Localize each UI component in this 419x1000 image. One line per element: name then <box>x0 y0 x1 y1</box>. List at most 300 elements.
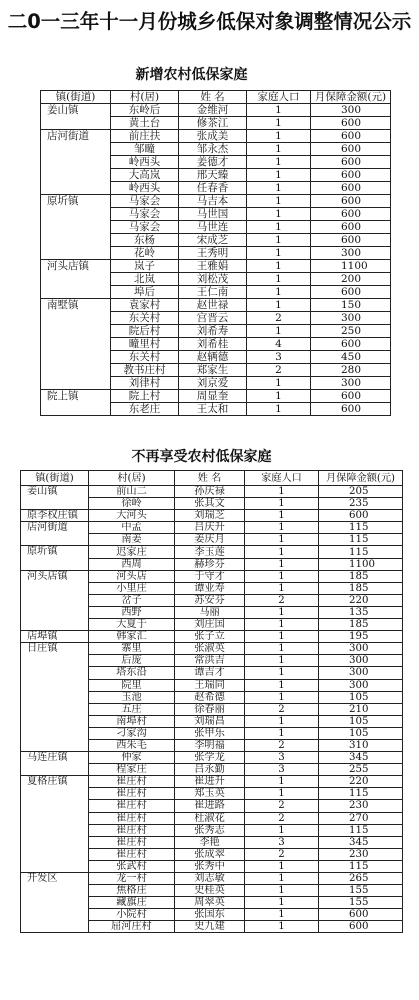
name-cell: 周翠英 <box>175 897 245 909</box>
town-cell <box>41 117 111 130</box>
village-cell: 东杨 <box>111 234 179 247</box>
town-cell <box>21 691 89 703</box>
members-cell: 1 <box>245 558 319 570</box>
town-cell <box>41 143 111 156</box>
table-row <box>21 619 403 631</box>
table-row <box>41 325 391 338</box>
village-cell: 龙一村 <box>89 873 175 885</box>
village-cell: 藏旗庄 <box>89 897 175 909</box>
amount-cell: 115 <box>319 546 403 558</box>
members-cell: 1 <box>245 522 319 534</box>
members-cell: 1 <box>247 377 311 390</box>
members-cell: 2 <box>245 812 319 824</box>
amount-cell: 115 <box>319 522 403 534</box>
village-cell: 中孟 <box>89 522 175 534</box>
table-row <box>41 273 391 286</box>
name-cell: 马吉本 <box>179 195 247 208</box>
name-cell: 谭业寿 <box>175 582 245 594</box>
members-cell: 1 <box>245 897 319 909</box>
town-cell <box>41 208 111 221</box>
amount-cell: 345 <box>319 752 403 764</box>
table-row <box>21 752 403 764</box>
name-cell: 马丽 <box>175 606 245 618</box>
village-cell: 岭西头 <box>111 156 179 169</box>
village-cell: 程家庄 <box>89 764 175 776</box>
town-cell: 河头店镇 <box>41 260 111 273</box>
members-cell: 1 <box>245 546 319 558</box>
members-cell: 1 <box>247 260 311 273</box>
village-cell: 黄土台 <box>111 117 179 130</box>
table-row <box>21 727 403 739</box>
members-cell: 1 <box>247 403 311 416</box>
name-cell: 宫晋云 <box>179 312 247 325</box>
members-cell: 2 <box>245 800 319 812</box>
name-cell: 吕永勤 <box>175 764 245 776</box>
name-cell: 刘京爱 <box>179 377 247 390</box>
town-cell: 店河街道 <box>21 522 89 534</box>
table-row <box>21 739 403 751</box>
village-cell: 岔子 <box>89 594 175 606</box>
amount-cell: 600 <box>311 130 391 143</box>
name-cell: 张国东 <box>175 909 245 921</box>
table-row <box>41 221 391 234</box>
amount-cell: 105 <box>319 691 403 703</box>
name-cell: 王雅娟 <box>179 260 247 273</box>
name-cell: 张甲乐 <box>175 727 245 739</box>
town-cell <box>21 897 89 909</box>
town-cell <box>41 325 111 338</box>
table-row <box>21 824 403 836</box>
table-row <box>21 606 403 618</box>
amount-cell: 235 <box>319 498 403 510</box>
amount-cell: 600 <box>311 221 391 234</box>
village-cell: 西周 <box>89 558 175 570</box>
new-households-title: 新增农村低保家庭 <box>135 67 248 83</box>
name-cell: 郑玉英 <box>175 788 245 800</box>
town-cell <box>21 824 89 836</box>
name-cell: 李玉莲 <box>175 546 245 558</box>
village-cell: 崔庄村 <box>89 812 175 824</box>
header-name: 姓 名 <box>175 471 245 486</box>
table-row <box>21 921 403 933</box>
village-cell: 崔庄村 <box>89 788 175 800</box>
town-cell: 原圻镇 <box>21 546 89 558</box>
amount-cell: 220 <box>319 776 403 788</box>
table-row <box>21 546 403 558</box>
town-cell: 院上镇 <box>41 390 111 403</box>
name-cell: 崔进升 <box>175 776 245 788</box>
members-cell: 1 <box>245 667 319 679</box>
name-cell: 任春香 <box>179 182 247 195</box>
members-cell: 1 <box>245 691 319 703</box>
members-cell: 1 <box>245 510 319 522</box>
town-cell <box>21 715 89 727</box>
town-cell: 河头店镇 <box>21 570 89 582</box>
name-cell: 赵辆德 <box>179 351 247 364</box>
amount-cell: 300 <box>319 667 403 679</box>
village-cell: 张武村 <box>89 860 175 872</box>
village-cell: 河头店 <box>89 570 175 582</box>
name-cell: 崔进路 <box>175 800 245 812</box>
members-cell: 3 <box>245 764 319 776</box>
table-row <box>41 286 391 299</box>
table-row <box>41 312 391 325</box>
town-cell <box>21 558 89 570</box>
name-cell: 于守才 <box>175 570 245 582</box>
members-cell: 2 <box>245 739 319 751</box>
amount-cell: 345 <box>319 836 403 848</box>
members-cell: 1 <box>247 195 311 208</box>
village-cell: 崔庄村 <box>89 824 175 836</box>
amount-cell: 1100 <box>319 558 403 570</box>
members-cell: 1 <box>245 631 319 643</box>
members-cell: 1 <box>247 390 311 403</box>
town-cell: 马连庄镇 <box>21 752 89 764</box>
name-cell: 孙庆禄 <box>175 486 245 498</box>
amount-cell: 270 <box>319 812 403 824</box>
amount-cell: 600 <box>311 403 391 416</box>
village-cell: 北岚 <box>111 273 179 286</box>
members-cell: 1 <box>247 143 311 156</box>
amount-cell: 185 <box>319 582 403 594</box>
town-cell <box>21 655 89 667</box>
town-cell <box>21 606 89 618</box>
table-row <box>41 130 391 143</box>
village-cell: 埠后 <box>111 286 179 299</box>
table-row <box>41 169 391 182</box>
town-cell: 店河街道 <box>41 130 111 143</box>
table-row <box>21 836 403 848</box>
village-cell: 东关村 <box>111 312 179 325</box>
amount-cell: 1100 <box>311 260 391 273</box>
amount-cell: 205 <box>319 486 403 498</box>
table-row <box>21 498 403 510</box>
members-cell: 1 <box>245 885 319 897</box>
village-cell: 教书庄村 <box>111 364 179 377</box>
name-cell: 赵希德 <box>175 691 245 703</box>
town-cell <box>21 594 89 606</box>
village-cell: 院里 <box>89 679 175 691</box>
town-cell <box>41 364 111 377</box>
amount-cell: 600 <box>311 208 391 221</box>
header-amount: 月保障金额(元) <box>311 91 391 104</box>
town-cell: 姜山镇 <box>21 486 89 498</box>
name-cell: 史桂英 <box>175 885 245 897</box>
amount-cell: 115 <box>319 860 403 872</box>
header-members: 家庭人口 <box>245 471 319 486</box>
members-cell: 1 <box>247 325 311 338</box>
name-cell: 刘庄国 <box>175 619 245 631</box>
village-cell: 西野 <box>89 606 175 618</box>
header-name: 姓 名 <box>179 91 247 104</box>
members-cell: 1 <box>245 776 319 788</box>
table-row <box>21 522 403 534</box>
table-row <box>41 364 391 377</box>
table-row <box>21 558 403 570</box>
table-row <box>41 390 391 403</box>
name-cell: 赵世禄 <box>179 299 247 312</box>
village-cell: 院上村 <box>111 390 179 403</box>
town-cell <box>21 836 89 848</box>
table-header-row <box>41 91 391 104</box>
members-cell: 2 <box>245 848 319 860</box>
amount-cell: 230 <box>319 800 403 812</box>
village-cell: 玉池 <box>89 691 175 703</box>
town-cell <box>21 812 89 824</box>
table-row <box>21 667 403 679</box>
town-cell <box>21 800 89 812</box>
village-cell: 寨里 <box>89 643 175 655</box>
name-cell: 张成美 <box>179 130 247 143</box>
amount-cell: 185 <box>319 570 403 582</box>
members-cell: 1 <box>245 715 319 727</box>
town-cell <box>21 727 89 739</box>
table-row <box>21 582 403 594</box>
members-cell: 1 <box>245 498 319 510</box>
amount-cell: 195 <box>319 631 403 643</box>
village-cell: 大高岚 <box>111 169 179 182</box>
town-cell <box>21 739 89 751</box>
amount-cell: 600 <box>311 143 391 156</box>
town-cell <box>41 247 111 260</box>
name-cell: 谭吉才 <box>175 667 245 679</box>
amount-cell: 600 <box>319 510 403 522</box>
village-cell: 五庄 <box>89 703 175 715</box>
village-cell: 院后村 <box>111 325 179 338</box>
members-cell: 2 <box>247 364 311 377</box>
new-households-table <box>40 90 391 416</box>
village-cell: 东关村 <box>111 351 179 364</box>
town-cell <box>21 619 89 631</box>
members-cell: 1 <box>245 582 319 594</box>
village-cell: 前山二 <box>89 486 175 498</box>
amount-cell: 600 <box>311 169 391 182</box>
village-cell: 南姜 <box>89 534 175 546</box>
table-row <box>21 679 403 691</box>
town-cell <box>41 273 111 286</box>
members-cell: 1 <box>247 182 311 195</box>
village-cell: 屈河庄村 <box>89 921 175 933</box>
header-village: 村(居) <box>111 91 179 104</box>
members-cell: 1 <box>245 643 319 655</box>
table-row <box>21 691 403 703</box>
members-cell: 1 <box>247 208 311 221</box>
table-row <box>21 643 403 655</box>
town-cell <box>21 667 89 679</box>
members-cell: 2 <box>247 312 311 325</box>
table-row <box>21 510 403 522</box>
name-cell: 宋成芝 <box>179 234 247 247</box>
name-cell: 吕庆升 <box>175 522 245 534</box>
village-cell: 东老庄 <box>111 403 179 416</box>
members-cell: 1 <box>245 486 319 498</box>
amount-cell: 210 <box>319 703 403 715</box>
table-row <box>41 143 391 156</box>
name-cell: 邹永杰 <box>179 143 247 156</box>
town-cell <box>41 169 111 182</box>
town-cell <box>41 286 111 299</box>
table-row <box>41 195 391 208</box>
table-row <box>21 631 403 643</box>
name-cell: 王瑞同 <box>175 679 245 691</box>
table-row <box>21 764 403 776</box>
members-cell: 3 <box>245 836 319 848</box>
village-cell: 疃里村 <box>111 338 179 351</box>
amount-cell: 600 <box>311 117 391 130</box>
village-cell: 西朱毛 <box>89 739 175 751</box>
town-cell <box>41 312 111 325</box>
town-cell <box>41 377 111 390</box>
amount-cell: 300 <box>319 643 403 655</box>
village-cell: 仲家 <box>89 752 175 764</box>
village-cell: 小院村 <box>89 909 175 921</box>
town-cell <box>21 498 89 510</box>
name-cell: 李明福 <box>175 739 245 751</box>
members-cell: 1 <box>245 655 319 667</box>
village-cell: 徐岭 <box>89 498 175 510</box>
town-cell: 夏格庄镇 <box>21 776 89 788</box>
amount-cell: 600 <box>319 921 403 933</box>
amount-cell: 255 <box>319 764 403 776</box>
town-cell: 原李权庄镇 <box>21 510 89 522</box>
members-cell: 1 <box>245 679 319 691</box>
town-cell: 开发区 <box>21 873 89 885</box>
town-cell <box>41 351 111 364</box>
town-cell <box>21 921 89 933</box>
amount-cell: 200 <box>311 273 391 286</box>
name-cell: 张学龙 <box>175 752 245 764</box>
members-cell: 1 <box>245 921 319 933</box>
name-cell: 苏安芬 <box>175 594 245 606</box>
village-cell: 刁家沟 <box>89 727 175 739</box>
town-cell <box>21 703 89 715</box>
name-cell: 王太和 <box>179 403 247 416</box>
members-cell: 1 <box>247 299 311 312</box>
removed-households-title: 不再享受农村低保家庭 <box>131 449 272 465</box>
table-row <box>41 247 391 260</box>
name-cell: 刘志敏 <box>175 873 245 885</box>
name-cell: 郑家生 <box>179 364 247 377</box>
name-cell: 张淑英 <box>175 643 245 655</box>
amount-cell: 185 <box>319 619 403 631</box>
amount-cell: 105 <box>319 715 403 727</box>
table-row <box>21 776 403 788</box>
name-cell: 张秀志 <box>175 824 245 836</box>
name-cell: 金维河 <box>179 104 247 117</box>
amount-cell: 600 <box>311 182 391 195</box>
name-cell: 刘瑞芝 <box>175 510 245 522</box>
name-cell: 马世国 <box>179 208 247 221</box>
table-row <box>21 897 403 909</box>
amount-cell: 600 <box>311 390 391 403</box>
table-row <box>21 570 403 582</box>
town-cell: 日庄镇 <box>21 643 89 655</box>
village-cell: 韩家汇 <box>89 631 175 643</box>
amount-cell: 600 <box>311 234 391 247</box>
amount-cell: 300 <box>319 655 403 667</box>
members-cell: 1 <box>247 221 311 234</box>
table-row <box>41 403 391 416</box>
table-row <box>21 800 403 812</box>
header-amount: 月保障金额(元) <box>319 471 403 486</box>
table-row <box>41 299 391 312</box>
members-cell: 1 <box>247 130 311 143</box>
name-cell: 王秀明 <box>179 247 247 260</box>
table-row <box>21 909 403 921</box>
name-cell: 赫珍芬 <box>175 558 245 570</box>
amount-cell: 150 <box>311 299 391 312</box>
town-cell <box>21 582 89 594</box>
name-cell: 张子立 <box>175 631 245 643</box>
members-cell: 1 <box>247 104 311 117</box>
amount-cell: 115 <box>319 534 403 546</box>
village-cell: 后庞 <box>89 655 175 667</box>
name-cell: 张秀中 <box>175 860 245 872</box>
town-cell <box>41 182 111 195</box>
members-cell: 1 <box>245 570 319 582</box>
name-cell: 张成翠 <box>175 848 245 860</box>
village-cell: 崔庄村 <box>89 848 175 860</box>
village-cell: 崔庄村 <box>89 800 175 812</box>
amount-cell: 600 <box>319 909 403 921</box>
name-cell: 刘松茂 <box>179 273 247 286</box>
header-town: 镇(街道) <box>21 471 89 486</box>
amount-cell: 265 <box>319 873 403 885</box>
members-cell: 3 <box>247 351 311 364</box>
table-row <box>41 260 391 273</box>
members-cell: 1 <box>245 860 319 872</box>
name-cell: 周显奎 <box>179 390 247 403</box>
name-cell: 张其文 <box>175 498 245 510</box>
amount-cell: 300 <box>311 312 391 325</box>
table-row <box>21 655 403 667</box>
members-cell: 1 <box>245 619 319 631</box>
members-cell: 1 <box>247 247 311 260</box>
table-row <box>21 715 403 727</box>
name-cell: 王仁南 <box>179 286 247 299</box>
village-cell: 迟家庄 <box>89 546 175 558</box>
members-cell: 1 <box>247 273 311 286</box>
village-cell: 大夏于 <box>89 619 175 631</box>
village-cell: 东岭后 <box>111 104 179 117</box>
table-row <box>21 873 403 885</box>
amount-cell: 105 <box>319 727 403 739</box>
table-row <box>41 156 391 169</box>
table-row <box>41 182 391 195</box>
amount-cell: 155 <box>319 885 403 897</box>
village-cell: 大河头 <box>89 510 175 522</box>
members-cell: 1 <box>247 286 311 299</box>
village-cell: 崔庄村 <box>89 776 175 788</box>
village-cell: 岭西头 <box>111 182 179 195</box>
village-cell: 塔东沿 <box>89 667 175 679</box>
name-cell: 李艳 <box>175 836 245 848</box>
members-cell: 1 <box>245 824 319 836</box>
table-row <box>41 208 391 221</box>
table-row <box>41 234 391 247</box>
village-cell: 邹疃 <box>111 143 179 156</box>
village-cell: 岚子 <box>111 260 179 273</box>
village-cell: 刘律村 <box>111 377 179 390</box>
members-cell: 3 <box>245 752 319 764</box>
town-cell <box>21 848 89 860</box>
table-row <box>41 351 391 364</box>
table-row <box>41 338 391 351</box>
amount-cell: 300 <box>311 104 391 117</box>
village-cell: 前庄扶 <box>111 130 179 143</box>
town-cell <box>21 885 89 897</box>
table-row <box>21 788 403 800</box>
